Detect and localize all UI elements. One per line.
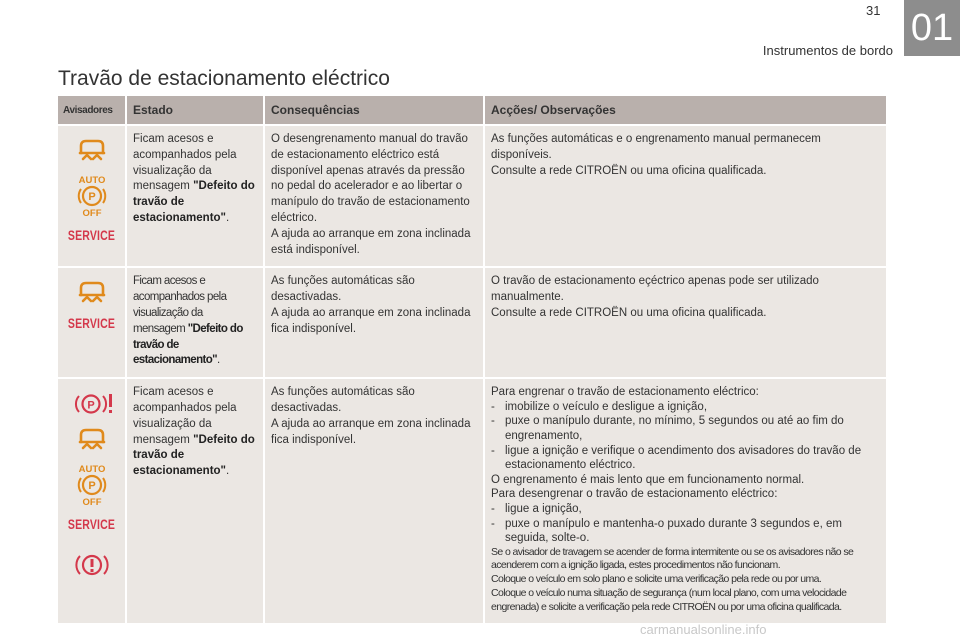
table-header-row [58,96,886,125]
watermark: carmanualsonline.info [640,622,767,637]
estado-cell: Ficam acesos e acompanhados pela visualização da mensagem "Defeito do travão de estacionamento". [126,267,264,378]
chapter-tab: 01 [904,0,960,56]
svg-text:OFF: OFF [82,497,101,508]
warning-lights-table [58,96,886,623]
auto-off-parking-icon [76,174,108,218]
table-row [58,267,886,378]
brake-alert-icon [75,551,109,579]
list-item: - ligue a ignição e verifique o acendimento dos avisadores do travão de estacionamento eléctrico. [491,444,862,472]
page-title: Travão de estacionamento eléctrico [58,67,390,90]
service-icon: SERVICE [67,316,116,332]
svg-text:P: P [86,399,95,412]
chapter-title: Instrumentos de bordo [762,43,893,58]
consequencias-cell: As funções automáticas são desactivadas. A ajuda ao arranque em zona inclinada fica indisponível. [264,378,484,623]
accoes-cell: O travão de estacionamento eçéctrico apenas pode ser utilizado manualmente. Consulte a rede CITROËN ou uma oficina qualificada. [484,267,886,378]
column-header-estado: Estado [126,96,264,125]
service-icon: SERVICE [67,228,116,243]
icons-cell [58,267,126,378]
table-row [58,125,886,267]
page-number: 31 [866,3,881,18]
svg-text:AUTO: AUTO [78,175,105,186]
list-item: - puxe o manípulo e mantenha-o puxado durante 3 segundos e, em seguida, solte-o. [491,517,842,545]
consequencias-cell: O desengrenamento manual do travão de estacionamento eléctrico está disponível apenas através da pressão no pedal do acelerador e ao libertar o manípulo do travão de estacionamento eléctrico. A ajuda ao arranque em zona inclinada está indisponível. [264,125,484,267]
svg-text:P: P [87,480,96,493]
accoes-cell: Para engrenar o travão de estacionamento eléctrico: - imobilize o veículo e desligue a ignição, - puxe o manípulo durante, no mínimo, 5 segundos ou até ao fim do engrenamento, - ligue a ignição e verifique o acendimento dos avisadores do travão de estacionamento eléctrico. O engrenamento é mais lento que em funcionamento normal. Para desengrenar o travão de estacionamento eléctrico: - ligue a ignição, - puxe o manípulo e mantenha-o puxado durante 3 segundos e, em seguida, solte-o. Se o avisador de travagem se acender de forma intermitente ou se os avisadores não se acenderem com a ignição ligada, estes procedimentos não funcionam. Coloque o veículo em solo plano e solicite uma verificação pela rede ou por uma. Coloque o veículo numa situação de segurança (num local plano, com uma velocidade engrenada) e solicite a verificação pela rede CITROËN ou por uma oficina qualificada. [484,378,886,623]
service-icon: SERVICE [67,517,116,533]
parking-brake-fault-icon [76,427,108,453]
list-item: - imobilize o veículo e desligue a ignição, [491,400,708,413]
parking-brake-fault-icon [76,280,108,306]
column-header-consequencias: Consequências [264,96,484,125]
estado-cell: Ficam acesos e acompanhados pela visualização da mensagem "Defeito do travão de estacionamento". [126,378,264,623]
table-row [58,378,886,623]
column-header-accoes: Acções/ Observações [484,96,886,125]
svg-text:AUTO: AUTO [78,464,105,476]
icons-cell [58,125,126,267]
accoes-cell: As funções automáticas e o engrenamento manual permanecem disponíveis. Consulte a rede CITROËN ou uma oficina qualificada. [484,125,886,267]
consequencias-cell: As funções automáticas são desactivadas. A ajuda ao arranque em zona inclinada fica indisponível. [264,267,484,378]
svg-text:P: P [87,191,96,203]
icons-cell [58,378,126,623]
list-item: - puxe o manípulo durante, no mínimo, 5 segundos ou até ao fim do engrenamento, [491,415,844,442]
parking-brake-fault-icon [76,138,108,164]
auto-off-parking-icon [76,463,108,507]
estado-cell: Ficam acesos e acompanhados pela visualização da mensagem "Defeito do travão de estacionamento". [126,125,264,267]
svg-text:OFF: OFF [82,208,101,218]
parking-brake-warning-icon [69,391,115,417]
list-item: - ligue a ignição, [491,502,582,515]
column-header-avisadores: Avisadores [58,96,126,125]
